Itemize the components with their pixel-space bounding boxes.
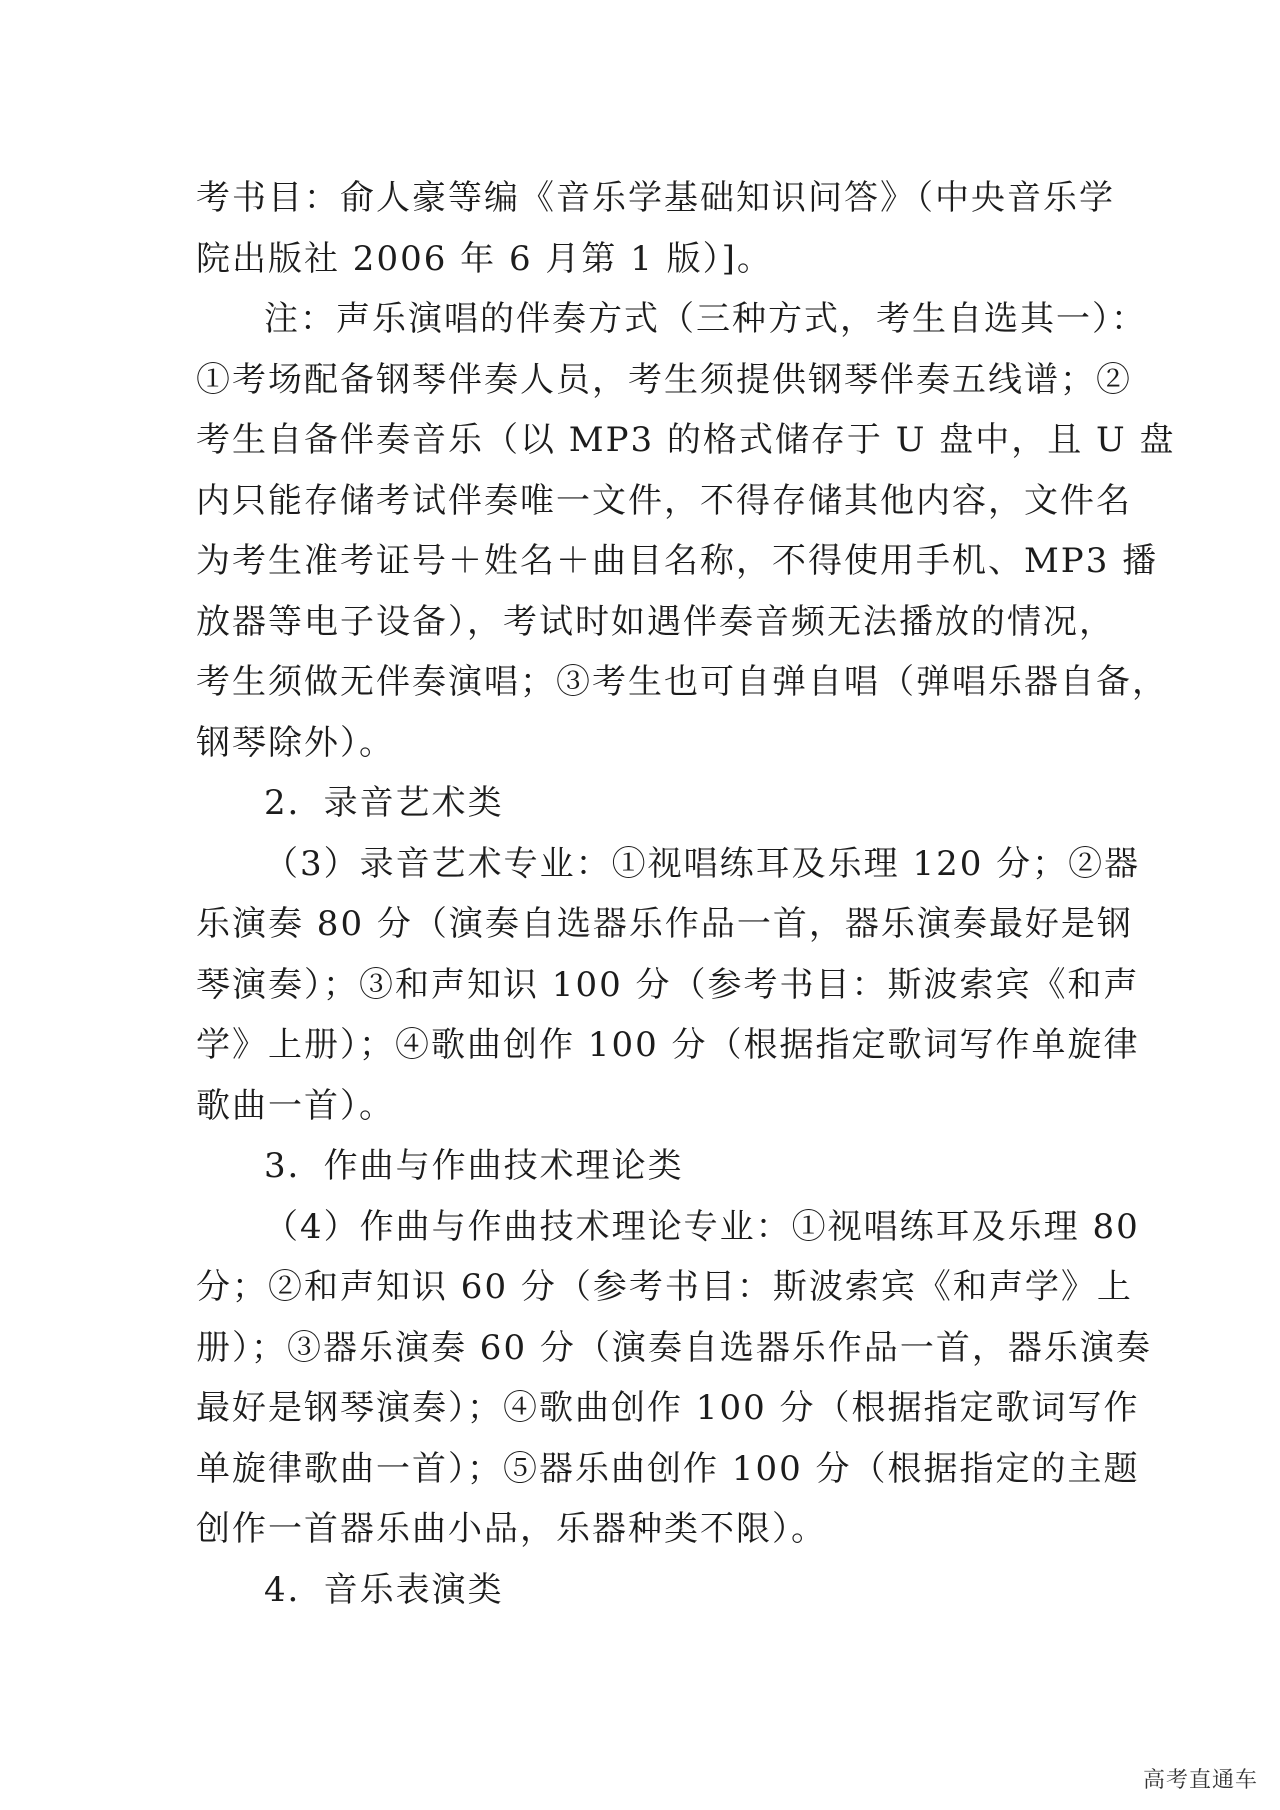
text-line: 院出版社 2006 年 6 月第 1 版）]。 [196, 238, 773, 279]
text-line: （4）作曲与作曲技术理论专业：①视唱练耳及乐理 80 [264, 1206, 1140, 1247]
text-line: 分；②和声知识 60 分（参考书目：斯波索宾《和声学》上 [196, 1267, 1133, 1307]
text-line: 放器等电子设备），考试时如遇伴奏音频无法播放的情况， [196, 601, 1115, 642]
text-line: 学》上册）；④歌曲创作 100 分（根据指定歌词写作单旋律 [196, 1025, 1140, 1065]
text-line: 注：声乐演唱的伴奏方式（三种方式，考生自选其一）： [264, 299, 1147, 339]
text-line: 最好是钢琴演奏）；④歌曲创作 100 分（根据指定歌词写作 [196, 1388, 1140, 1428]
text-line: 钢琴除外）。 [196, 722, 395, 763]
text-line: 考书目：俞人豪等编《音乐学基础知识问答》（中央音乐学 [196, 178, 1115, 218]
section-heading: 4．音乐表演类 [264, 1569, 504, 1610]
section-heading: 2．录音艺术类 [264, 783, 504, 823]
text-line: 内只能存储考试伴奏唯一文件，不得存储其他内容，文件名 [196, 480, 1132, 521]
text-line: 歌曲一首）。 [196, 1085, 395, 1126]
text-line: 创作一首器乐曲小品，乐器种类不限）。 [196, 1509, 827, 1549]
text-line: 册）；③器乐演奏 60 分（演奏自选器乐作品一首，器乐演奏 [196, 1327, 1152, 1368]
text-line: ①考场配备钢琴伴奏人员，考生须提供钢琴伴奏五线谱；② [196, 359, 1132, 400]
section-heading: 3．作曲与作曲技术理论类 [264, 1146, 684, 1186]
text-line: 琴演奏）；③和声知识 100 分（参考书目：斯波索宾《和声 [196, 964, 1140, 1005]
text-line: 乐演奏 80 分（演奏自选器乐作品一首，器乐演奏最好是钢 [196, 904, 1133, 944]
text-line: 单旋律歌曲一首）；⑤器乐曲创作 100 分（根据指定的主题 [196, 1448, 1140, 1489]
text-line: 为考生准考证号＋姓名＋曲目名称，不得使用手机、MP3 播 [196, 541, 1159, 581]
text-line: 考生须做无伴奏演唱；③考生也可自弹自唱（弹唱乐器自备， [196, 662, 1168, 702]
document-page [196, 168, 1176, 1620]
text-line: （3）录音艺术专业：①视唱练耳及乐理 120 分；②器 [264, 843, 1141, 884]
watermark-text: 高考直通车 [1142, 1768, 1258, 1793]
text-line: 考生自备伴奏音乐（以 MP3 的格式储存于 U 盘中，且 U 盘 [196, 420, 1176, 460]
